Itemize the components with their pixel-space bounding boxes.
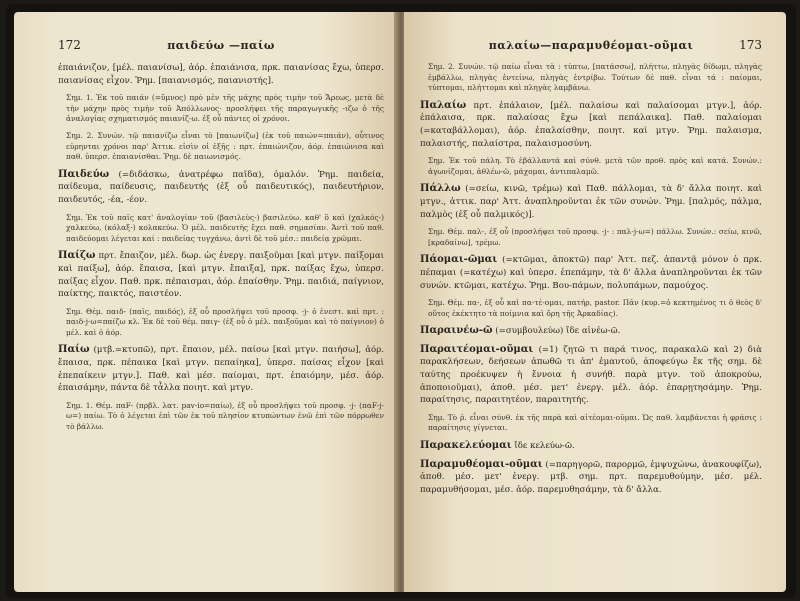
entry-text: πρτ. ἔπαιζον, μέλ. δωρ. ὡς ἐνεργ. παιξοῦμαι [καὶ μτγν. παίξομαι καὶ παίξω], ἀόρ. ἔπαισα, [καὶ μτγν. ἔπαιξα], πρκ. παίξας ἔχω, ὑπερσ. παίξας εἶχον. Παθ. πρκ. πέπαισμαι, ἀόρ. ἐπαίσθην. Ῥημ. παιδιά, παίγνιον, παίκτης, παικτός, παιστέον. (58, 251, 384, 300)
entry-lemma: Παραιτέομαι-οῦμαι (420, 343, 534, 355)
left-page (14, 12, 398, 592)
dictionary-entry (58, 344, 384, 394)
dictionary-entry (420, 254, 762, 292)
right-page (404, 12, 786, 592)
usage-note: Σημ. 1. Ἐκ τοῦ παιάν (=ὕμνος) πρὸ μὲν τῆς μάχης πρὸς τιμὴν τοῦ Ἄρεως, μετὰ δὲ τὴν μάχην πρὸς τιμὴν τοῦ Ἀπόλλωνος· προσλήψει τῆς παραγωγικῆς -ιζω ὁ τῆς ἀναλογίας σχηματισμός παιανίζ-ω. ἐξ οὗ πάντες οἱ χρόνοι. (66, 93, 384, 124)
entry-text: (=διδάσκω, ἀνατρέφω παῖδα), ὁμαλόν. Ῥημ. παιδεία, παίδευμα, παίδευσις, παιδευτής (ἐξ οὗ παιδευτικός), παιδευτήριον, παιδευτός, -έα, -έον. (58, 169, 385, 205)
right-running-head (420, 38, 762, 52)
entry-lemma: Παραινέω-ῶ (420, 325, 493, 337)
entry-text: (μτβ.=κτυπῶ), πρτ. ἔπαιον, μέλ. παίσω [καὶ μτγν. παιήσω], ἀόρ. ἔπαισα, πρκ. πέπαικα [καὶ μτγν. πεπαίηκα], ὑπερσ. παίσας εἶχον [καὶ ἐπεπαίκειν μτγν.]. Παθ. καὶ μέσ. παίομαι, πρτ. ἐπαιόμην, μέσ. ἀόρ. ἐπαισάμην, πάντα δὲ τἆλλα ποιητ. καὶ μτγν. (58, 345, 384, 394)
dictionary-entry (420, 183, 762, 221)
entry-text: πρτ. ἐπάλαιον, [μέλ. παλαίσω καὶ παλαίσομαι μτγν.], ἀόρ. ἐπάλαισα, πρκ. παλαίσας ἔχω [καὶ πεπάλαικα]. Παθ. παλαίομαι (=καταβάλλομαι), ἀόρ. ἐπαλαίσθην, ποιητ. καὶ μτγν. Ῥημ. παλαισμα, παλαιστής, παλαίστρα, παλαισμοσύνη. (420, 100, 762, 149)
usage-note: Σημ. Ἐκ τοῦ πάλη. Τὸ ἐβάλλαντά καὶ σύνθ. μετὰ τῶν προθ. πρὸς καὶ κατά. Συνών.: ἀγωνίζομαι, ἀθλέω-ῶ, μάχομαι, ἀντιπαλαμῶ. (428, 156, 762, 176)
usage-note: Σημ. 1. Θέμ. παF- (πρβλ. λατ. pav-io=παίω), ἐξ οὗ προσλήψει τοῦ προσφ. -j- (παF-j-ω=) παίω. Τὸ ὁ λέγεται ἐπὶ τῶν ἐκ τοῦ πλησίον κτυπώντων ἐνῶ ἐπὶ τῶν πόρρωθεν τὸ βάλλω. (66, 400, 384, 432)
usage-note: Σημ. Θέμ. παλ-, ἐξ οὗ (προσλήψει τοῦ προσφ. -j- : παλ-j-ω=) πάλλω. Συνών.: σείω, κινῶ, [κραδαίνω], τρέμω. (428, 227, 762, 247)
book-spread (6, 4, 796, 598)
dictionary-entry (420, 325, 762, 338)
dictionary-entry (58, 250, 384, 300)
continuation-text: ἐπαιάνιζον, [μέλ. παιανίσω], ἀόρ. ἐπαιάνισα, πρκ. παιανίσας ἔχω, ὑπερσ. παιανίσας εἶχον. Ῥημ. [παιανισμός, παιανιστής]. (58, 63, 384, 86)
usage-note: Σημ. Θέμ. παιδ- (παῖς, παιδός), ἐξ οὗ προσλήψει τοῦ προσφ. -j- ὁ ἐνεστ. καὶ πρτ. : παιδ-j-ω=παίζω κλ. Ἐκ δὲ τοῦ θέμ. παιγ- (ἐξ οὗ ὁ μέλ. παιξοῦμαι καὶ τὸ παίγνιον) ὁ μέλ. καὶ ὁ ἀόρ. (66, 306, 384, 337)
entry-text: (=συμβουλεύω) ἴδε αἰνέω-ῶ. (495, 326, 621, 337)
entry-lemma: Πάλλω (420, 183, 461, 195)
usage-note: Σημ. 2. Συνών. τῷ παιανίζω εἶναι τὸ [παιωνίζω] (ἐκ τοῦ παιών=παιάν), οὗτινος εὑρηνται χρόνοι παρ' Ἀττικ. εἰσὶν οἱ ἐξῆς : πρτ. ἐπαιώνιζον, ἀόρ. ἐπαιώνισα καὶ παθ. ὑπερσ. ἐπαιανίσθαι. Ῥημ. δὲ παιωνισμός. (66, 130, 384, 162)
left-running-title: παιδεύω —παίω (167, 39, 275, 52)
right-running-title: παλαίω—παραμυθέομαι-οῦμαι (488, 39, 694, 52)
dictionary-entry (420, 459, 762, 497)
left-running-head (58, 38, 384, 52)
dictionary-entry (420, 344, 762, 407)
entry-lemma: Παραμυθέομαι-οῦμαι (420, 458, 543, 470)
entry-text: ἴδε κελεύω-ῶ. (514, 441, 575, 452)
entry-text: (=σείω, κινῶ, τρέμω) καὶ Παθ. πάλλομαι, τὰ δ' ἄλλα ποιητ. καὶ μτγν., ἀττικ. παρ' Ἀττ. ἀναπληροῦνται ἐκ τῶν συνών. Ῥημ. [παλμός, πάλμα, παλμὸς (ἐξ οὗ παλμικός)]. (420, 184, 762, 220)
dictionary-entry (58, 169, 384, 207)
dictionary-entry (420, 100, 762, 150)
entry-text: (=κτῶμαι, ἀποκτῶ) παρ' Ἀττ. πεζ. ἀπαντᾷ μόνον ὁ πρκ. πέπαμαι (=κατέχω) καὶ ὑπερσ. ἐπεπάμην, τὰ δ' ἄλλα ἀναπληροῦνται ἐκ τῶν συνών. κτῶμαι, κατέχω. Ῥημ. Βου-πάμων, πολυπάμων, παμούχος. (420, 255, 763, 291)
usage-note: Σημ. Θέμ. πα-, ἐξ οὗ καὶ πα-τέ-ομαι, πατήρ, pastor. Πᾶν (κυρ.=ὁ κεκτημένος τι ὁ θεὸς δ' οὕτος ἐκέκτητο τὰ ποίμνια καὶ ὄρη τῆς Ἀρκαδίας). (428, 298, 762, 318)
entry-lemma: Πάομαι-ῶμαι (420, 254, 498, 266)
entry-lemma: Παλαίω (420, 99, 467, 111)
usage-note: Σημ. Τὸ ῥ. εἶναι σύνθ. ἐκ τῆς παρὰ καὶ αἰτέομαι-οῦμαι. Ὡς παθ. λαμβάνεται ἡ φράσις : παραίτησις γίγνεται. (428, 412, 762, 433)
left-page-number: 172 (58, 38, 81, 52)
entry-text: (=παρηγορῶ, παρορμῶ, ἐμψυχώνω, ἀνακουφίζω), ἀποθ. μέσ. μετ' ἐνεργ. μτβ. σημ. πρτ. παρεμυθούμην, μέσ. μέλ. παραμυθήσομαι, μέσ. ἀόρ. παρεμυθησάμην, τὰ δ' ἄλλα. (420, 459, 763, 495)
usage-note: Σημ. 2. Συνών. τῷ παίω εἶναι τὰ : τύπτω, [πατάσσω], πλήττω, πληγὰς δίδωμι, πληγὰς ἐμβάλλω, πληγὰς ἐντείνω, πληγὰς ἐντρίβω. Τούτων δὲ παθ. εἶναι τά : παίομαι, τύπτομαι, πλήττομαι καὶ πληγὰς λαμβάνω. (428, 62, 762, 93)
entry-lemma: Παιδεύω (58, 168, 110, 180)
right-page-number: 173 (739, 38, 762, 52)
entry-text: (=1) ζητῶ τι παρά τινος, παρακαλῶ καὶ 2) διὰ παρακλήσεων, δεήσεων ἀπωθῶ τι ἀπ' ἐμαυτοῦ, ἀποφεύγω ἔκ τῆς σημ. δὲ ταύτης προέκυψεν ἡ ἔννοια ἡ συνήθ. παρὰ μτγν. τοῦ ἀποκρούω, ἀποποιοῦμαι), ἀποθ. μέσ. μετ' ἐνεργ. μέλ. ἀόρ. ἐπαρῃτησάμην. Ῥημ. παραίτησις, παραιτητέον, παραιτητής. (420, 344, 762, 406)
entry-lemma: Παίω (58, 344, 90, 356)
left-page-body (58, 62, 384, 433)
right-page-body (420, 62, 762, 496)
dictionary-entry (420, 440, 762, 453)
usage-note: Σημ. Ἐκ τοῦ παῖς κατ' ἀναλογίαν τοῦ (βασιλεὺς-) βασιλεύω. καθ' ὃ καὶ (χαλκός-) χαλκεύω, (κόλαξ-) κολακεύω. Ὁ μέλ. παιδευτὴς ἔχει παθ. σημασίαν. Ἀντὶ τοῦ παθ. παιδεύομαι λέγεται καί : παιδείας τυγχάνω, ἀντὶ δὲ τοῦ μέσ.: παιδείᾳ χρῶμαι. (66, 212, 384, 243)
entry-lemma: Παίζω (58, 250, 96, 262)
entry-lemma: Παρακελεύομαι (420, 440, 512, 452)
